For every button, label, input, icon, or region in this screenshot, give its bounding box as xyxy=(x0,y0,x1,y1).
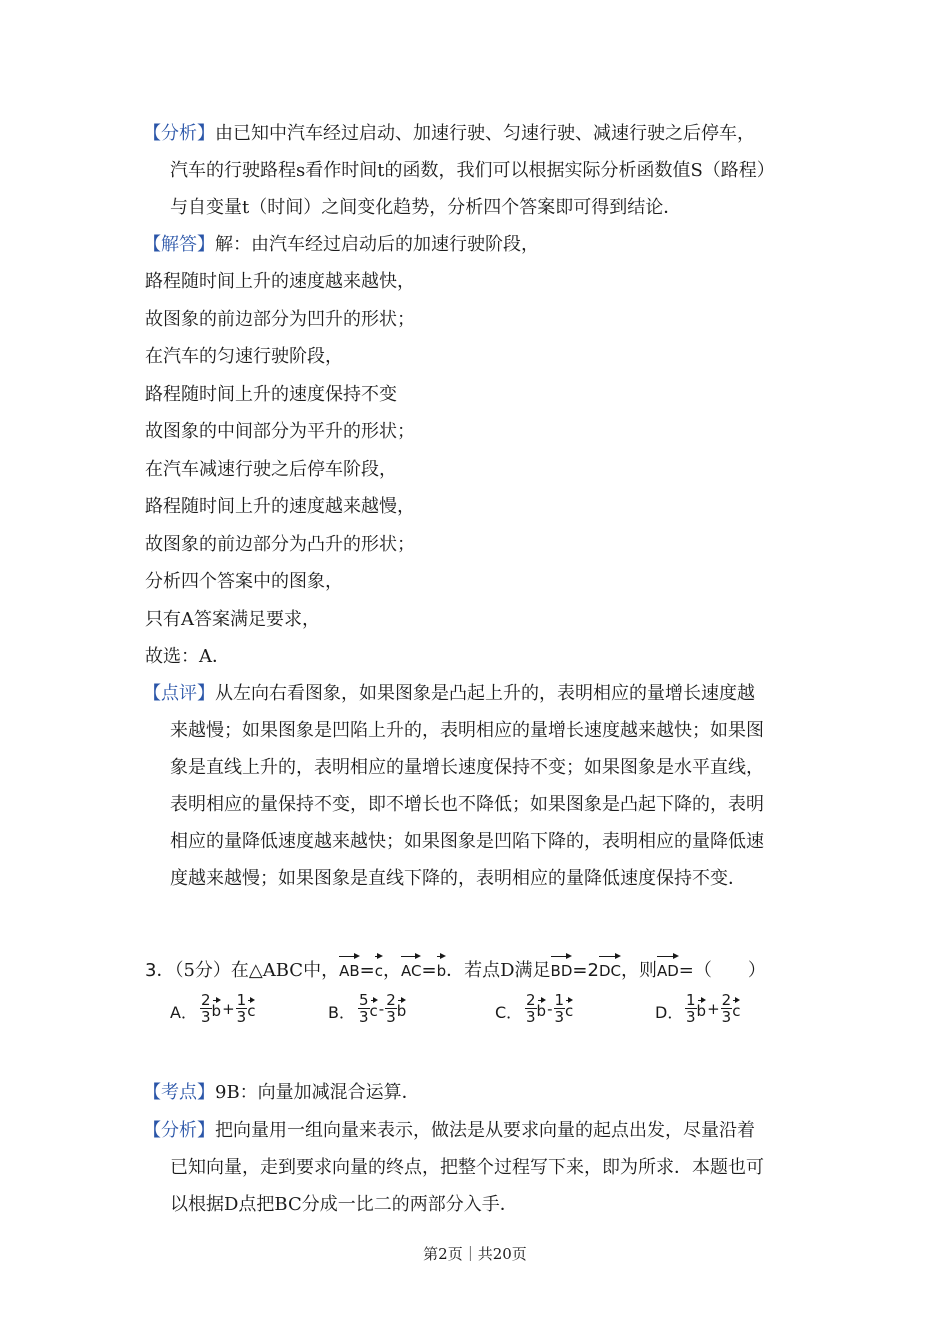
equals-sign: = xyxy=(359,960,375,981)
vector-symbol: b xyxy=(697,998,707,1020)
option-expression xyxy=(358,992,406,1025)
analysis-tag: 【分析】 xyxy=(143,1120,215,1141)
comma: ， xyxy=(383,960,401,981)
vector-b: b xyxy=(437,953,447,983)
question-text: ，则 xyxy=(620,960,657,981)
denominator: 3 xyxy=(386,1008,396,1026)
fraction xyxy=(236,992,248,1025)
comment-line: 度越来越慢；如果图象是直线下降的，表明相应的量降低速度保持不变． xyxy=(170,868,746,889)
numerator: 2 xyxy=(721,991,732,1009)
analysis-line: 把向量用一组向量来表示，做法是从要求向量的起点出发，尽量沿着 xyxy=(215,1120,755,1141)
option-expression xyxy=(525,992,573,1025)
solution-line: 在汽车减速行驶之后停车阶段， xyxy=(145,459,397,480)
answer-blank: =（ ） xyxy=(678,960,766,981)
analysis-line: 已知向量，走到要求向量的终点，把整个过程写下来，即为所求．本题也可 xyxy=(170,1157,764,1178)
numerator: 1 xyxy=(686,991,696,1009)
denominator: 3 xyxy=(359,1008,369,1026)
kaodian-tag: 【考点】 xyxy=(143,1082,215,1103)
comment-line: 相应的量降低速度越来越快；如果图象是凹陷下降的，表明相应的量降低速 xyxy=(170,831,764,852)
analysis-line: 由已知中汽车经过启动、加速行驶、匀速行驶、减速行驶之后停车， xyxy=(215,123,755,144)
operator: + xyxy=(222,999,235,1018)
vector-symbol: c xyxy=(565,998,573,1020)
comment-line: 表明相应的量保持不变，即不增长也不降低；如果图象是凸起下降的，表明 xyxy=(170,794,764,815)
analysis-paragraph xyxy=(143,122,755,146)
fraction xyxy=(385,992,397,1025)
fraction xyxy=(685,992,697,1025)
comment-tag: 【点评】 xyxy=(143,683,215,704)
solution-paragraph xyxy=(143,233,539,257)
numerator: 5 xyxy=(359,991,369,1009)
option-label: D． xyxy=(655,1003,684,1022)
solution-line: 分析四个答案中的图象， xyxy=(145,571,343,592)
equals-sign: = xyxy=(421,960,437,981)
denominator: 3 xyxy=(554,1008,565,1026)
fraction xyxy=(358,992,370,1025)
solution-tag: 【解答】 xyxy=(143,234,215,255)
comment-line: 来越慢；如果图象是凹陷上升的，表明相应的量增长速度越来越快；如果图 xyxy=(170,720,764,741)
vector-symbol: c xyxy=(370,998,378,1020)
vector-symbol: c xyxy=(247,998,255,1020)
comment-line: 从左向右看图象，如果图象是凸起上升的，表明相应的量增长速度越 xyxy=(215,683,755,704)
solution-line: 路程随时间上升的速度越来越慢， xyxy=(145,496,415,517)
option-expression xyxy=(200,992,255,1025)
option-label: C． xyxy=(495,1003,523,1022)
denominator: 3 xyxy=(236,1008,247,1026)
vector-bd: BD xyxy=(551,953,573,983)
option-expression xyxy=(685,992,740,1025)
vector-c: c xyxy=(375,953,383,983)
numerator: 2 xyxy=(386,991,396,1009)
solution-line: 路程随时间上升的速度保持不变 xyxy=(145,384,397,405)
fraction xyxy=(200,992,212,1025)
comment-paragraph xyxy=(143,682,755,706)
denominator: 3 xyxy=(686,1008,696,1026)
denominator: 3 xyxy=(721,1008,732,1026)
question-score: （5分）在△ABC中， xyxy=(174,960,340,981)
numerator: 1 xyxy=(554,991,565,1009)
comment-line: 象是直线上升的，表明相应的量增长速度保持不变；如果图象是水平直线， xyxy=(170,757,764,778)
question-text: ．若点D满足 xyxy=(446,960,551,981)
denominator: 3 xyxy=(201,1008,211,1026)
vector-dc: DC xyxy=(599,953,621,983)
numerator: 2 xyxy=(526,991,536,1009)
analysis-tag: 【分析】 xyxy=(143,123,215,144)
vector-symbol: b xyxy=(212,998,222,1020)
vector-ac: AC xyxy=(401,953,421,983)
vector-ab: AB xyxy=(339,953,360,983)
denominator: 3 xyxy=(526,1008,536,1026)
solution-line: 故选：A． xyxy=(145,646,230,667)
operator: + xyxy=(707,999,720,1018)
fraction xyxy=(721,992,733,1025)
solution-line: 在汽车的匀速行驶阶段， xyxy=(145,346,343,367)
analysis-line: 汽车的行驶路程s看作时间t的函数，我们可以根据实际分析函数值S（路程） xyxy=(170,160,775,181)
operator: - xyxy=(547,999,553,1018)
page-footer: 第2页｜共20页 xyxy=(423,1245,527,1263)
solution-line: 故图象的中间部分为平升的形状； xyxy=(145,421,415,442)
analysis-line: 以根据D点把BC分成一比二的两部分入手． xyxy=(170,1194,518,1215)
option-label: A． xyxy=(170,1003,197,1022)
numerator: 1 xyxy=(236,991,247,1009)
solution-line: 故图象的前边部分为凹升的形状； xyxy=(145,309,415,330)
vector-symbol: c xyxy=(732,998,740,1020)
vector-symbol: b xyxy=(537,998,547,1020)
solution-line: 解：由汽车经过启动后的加速行驶阶段， xyxy=(215,234,539,255)
kaodian-paragraph xyxy=(143,1081,420,1105)
fraction xyxy=(525,992,537,1025)
kaodian-text: 9B：向量加减混合运算． xyxy=(215,1082,420,1103)
numerator: 2 xyxy=(201,991,211,1009)
analysis-line: 与自变量t（时间）之间变化趋势，分析四个答案即可得到结论． xyxy=(170,197,682,218)
question-stem xyxy=(145,953,766,983)
question-number: 3． xyxy=(145,960,175,981)
vector-ad: AD xyxy=(657,953,679,983)
fraction xyxy=(554,992,566,1025)
option-label: B． xyxy=(328,1003,355,1022)
vector-symbol: b xyxy=(397,998,407,1020)
operator: - xyxy=(378,999,385,1018)
equals-two: =2 xyxy=(572,960,599,981)
solution-line: 只有A答案满足要求， xyxy=(145,609,320,630)
solution-line: 路程随时间上升的速度越来越快， xyxy=(145,271,415,292)
solution-line: 故图象的前边部分为凸升的形状； xyxy=(145,534,415,555)
analysis-paragraph xyxy=(143,1119,755,1143)
